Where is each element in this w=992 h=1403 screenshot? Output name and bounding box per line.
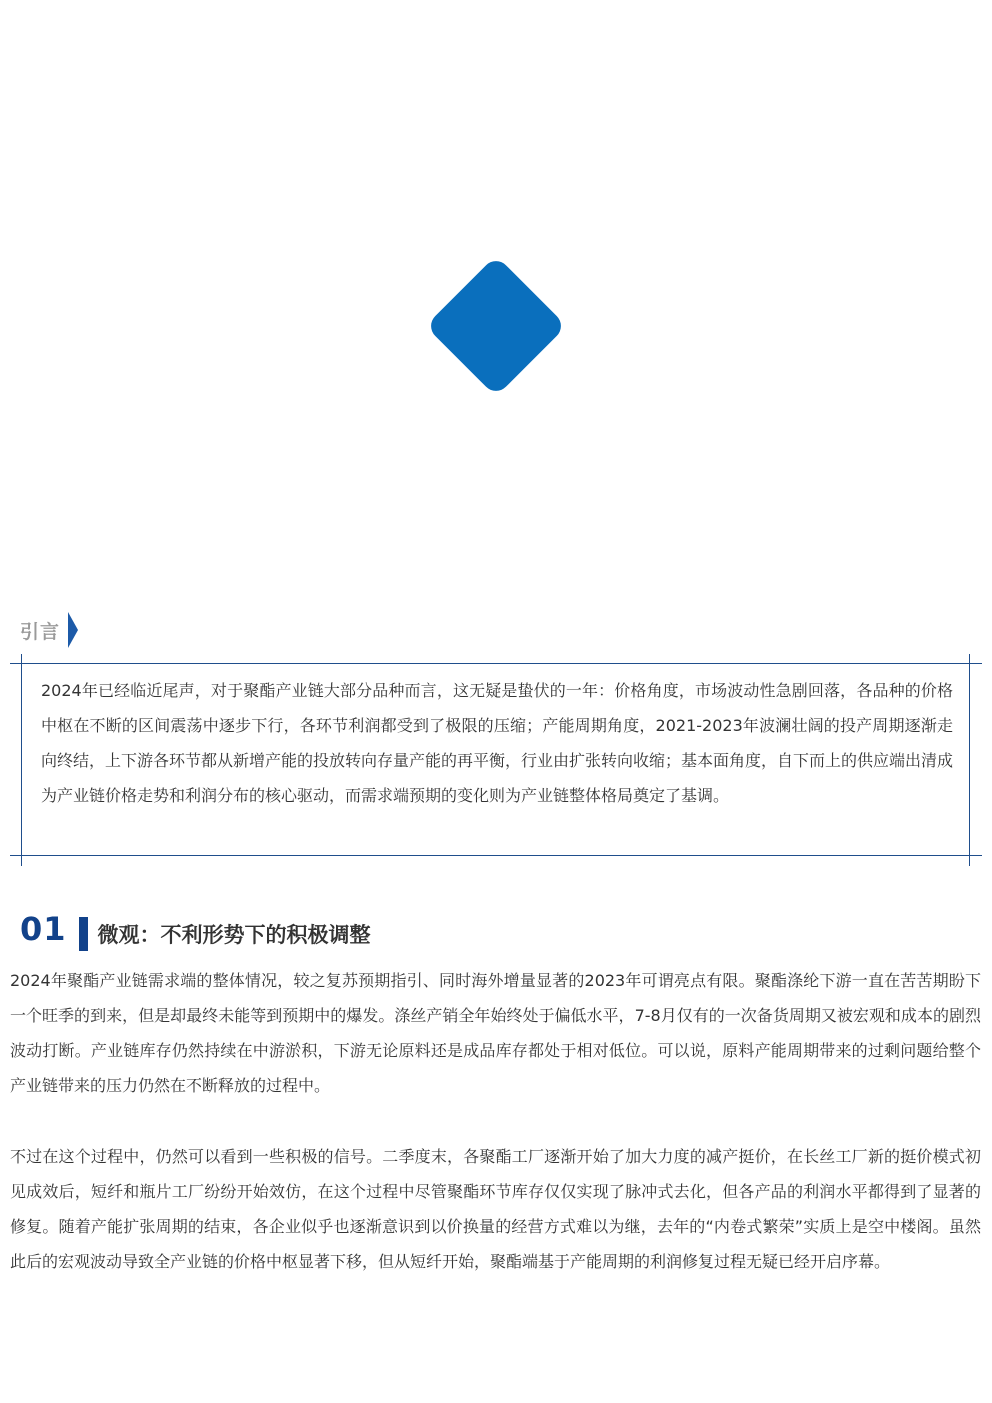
intro-box-left-border (21, 654, 22, 866)
intro-label-text: 引言 (20, 620, 61, 643)
section-heading (20, 906, 371, 952)
intro-box-top-border (10, 663, 982, 664)
section-number: 01 (20, 910, 67, 948)
intro-paragraph: 2024年已经临近尾声，对于聚酯产业链大部分品种而言，这无疑是蛰伏的一年：价格角度，市场波动性急剧回落，各品种的价格中枢在不断的区间震荡中逐步下行，各环节利润都受到了极限的压缩；产能周期角度，2021-2023年波澜壮阔的投产周期逐渐走向终结，上下游各环节都从新增产能的投放转向存量产能的再平衡，行业由扩张转向收缩；基本面角度，自下而上的供应端出清成为产业链价格走势和利润分布的核心驱动，而需求端预期的变化则为产业链整体格局奠定了基调。 (41, 681, 954, 805)
chevron-right-icon (68, 612, 78, 648)
intro-label (20, 614, 78, 646)
intro-box-right-border (969, 654, 970, 866)
section-title: 微观：不利形势下的积极调整 (97, 923, 371, 947)
section-bar-icon (79, 917, 88, 951)
logo-diamond-icon (425, 255, 566, 396)
body-paragraph: 不过在这个过程中，仍然可以看到一些积极的信号。二季度末，各聚酯工厂逐渐开始了加大力度的减产挺价，在长丝工厂新的挺价模式初见成效后，短纤和瓶片工厂纷纷开始效仿，在这个过程中尽管聚酯环节库存仅仅实现了脉冲式去化，但各产品的利润水平都得到了显著的修复。随着产能扩张周期的结束，各企业似乎也逐渐意识到以价换量的经营方式难以为继，去年的“内卷式繁荣”实质上是空中楼阁。虽然此后的宏观波动导致全产业链的价格中枢显著下移，但从短纤开始，聚酯端基于产能周期的利润修复过程无疑已经开启序幕。 (10, 1147, 981, 1271)
body-paragraph: 2024年聚酯产业链需求端的整体情况，较之复苏预期指引、同时海外增量显著的2023年可谓亮点有限。聚酯涤纶下游一直在苦苦期盼下一个旺季的到来，但是却最终未能等到预期中的爆发。涤丝产销全年始终处于偏低水平，7-8月仅有的一次备货周期又被宏观和成本的剧烈波动打断。产业链库存仍然持续在中游淤积，下游无论原料还是成品库存都处于相对低位。可以说，原料产能周期带来的过剩问题给整个产业链带来的压力仍然在不断释放的过程中。 (10, 971, 981, 1095)
intro-box-bottom-border (10, 855, 982, 856)
